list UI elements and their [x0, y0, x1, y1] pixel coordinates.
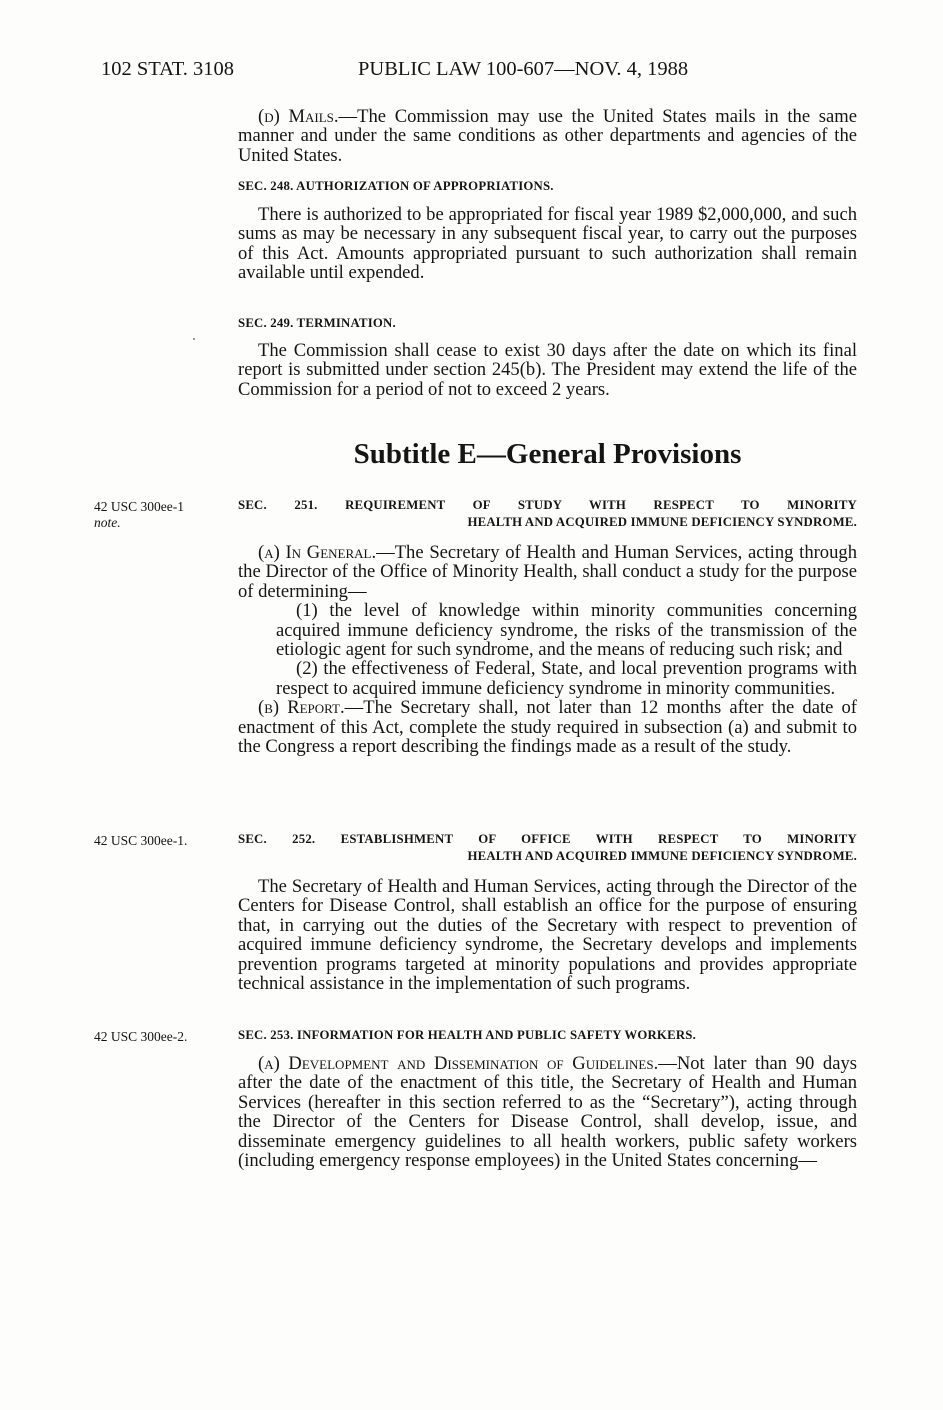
section-251-heading-line1: SEC. 251. REQUIREMENT OF STUDY WITH RESPECT TO MINORITY — [238, 498, 857, 512]
section-251 — [238, 497, 857, 531]
section-251-b-label: (b) Report. — [258, 697, 345, 719]
section-253-margin-note — [94, 1029, 234, 1045]
stat-reference: 102 STAT. 3108 — [101, 58, 234, 80]
section-253-a-label: (a) Development and Dissemination of Guidelines. — [258, 1053, 659, 1074]
section-252-text: The Secretary of Health and Human Services, acting through the Director of the Centers for Disease Control, shall establish an office for the purpose of ensuring that, in carrying out the duties of the Secretary with respect to prevention of acquired immune deficiency syndrome, the Secretary develops and implements prevention programs targeted at minority populations and provides appropriate technical assistance in the implementation of such programs. — [238, 876, 857, 995]
section-249-body — [238, 341, 857, 399]
margin-note-citation: 42 USC 300ee-1. — [94, 833, 188, 848]
section-251-body — [238, 543, 857, 756]
section-248 — [238, 178, 857, 195]
section-253-a-text: —Not later than 90 days after the date of the enactment of this title, the Secretary of Health and Human Services (hereafter in this section referred to as the “Secretary”), acting through the Director of the Centers for Disease Control, shall develop, issue, and disseminate emergency guidelines to all health workers, public safety workers (including emergency response employees) in the United States concerning— — [238, 1053, 858, 1172]
section-251-a-label: (a) In General. — [258, 542, 377, 563]
mails-paragraph — [238, 107, 857, 165]
section-251-b-text: —The Secretary shall, not later than 12 months after the date of enactment of this Act, complete the study required in subsection (a) and submit to the Congress a report describing the findings made as a result of the study. — [238, 697, 857, 758]
section-251-a-text: —The Secretary of Health and Human Services, acting through the Director of the Office of Minority Health, shall conduct a study for the purpose of determining— — [238, 542, 857, 602]
margin-note-sub: note. — [94, 515, 121, 530]
section-248-heading: SEC. 248. AUTHORIZATION OF APPROPRIATIONS. — [238, 179, 554, 193]
margin-note-citation: 42 USC 300ee-2. — [94, 1029, 188, 1044]
section-251-margin-note — [94, 499, 234, 531]
section-249 — [238, 315, 857, 332]
mails-label: (d) Mails. — [258, 106, 339, 127]
mails-text: —The Commission may use the United States mails in the same manner and under the same conditions as other departments and agencies of the United States. — [238, 106, 857, 166]
section-251-heading-line2: HEALTH AND ACQUIRED IMMUNE DEFICIENCY SYNDROME. — [467, 515, 857, 529]
section-249-text: The Commission shall cease to exist 30 days after the date on which its final report is submitted under section 245(b). The President may extend the life of the Commission for a period of not to exceed 2 years. — [238, 340, 857, 400]
scan-speck — [193, 338, 195, 340]
section-248-body — [238, 205, 857, 283]
section-248-text: There is authorized to be appropriated for fiscal year 1989 $2,000,000, and such sums as may be necessary in any subsequent fiscal year, to carry out the purposes of this Act. Amounts appropriated pursuant to such authorization shall remain available until expended. — [238, 204, 857, 284]
public-law-title: PUBLIC LAW 100-607—NOV. 4, 1988 — [358, 58, 689, 80]
section-252 — [238, 831, 857, 865]
margin-note-citation: 42 USC 300ee-1 — [94, 499, 184, 514]
section-252-margin-note — [94, 833, 234, 849]
section-253 — [238, 1027, 857, 1044]
section-252-heading-line2: HEALTH AND ACQUIRED IMMUNE DEFICIENCY SYNDROME. — [467, 849, 857, 863]
section-253-body — [238, 1054, 857, 1170]
subtitle-heading: Subtitle E—General Provisions — [353, 438, 742, 470]
section-252-heading-line1: SEC. 252. ESTABLISHMENT OF OFFICE WITH RESPECT TO MINORITY — [238, 832, 857, 846]
section-251-item-1: (1) the level of knowledge within minority communities concerning acquired immune deficiency syndrome, the risks of the transmission of the etiologic agent for such syndrome, and the means of reducing such risk; and — [276, 600, 857, 661]
section-253-heading: SEC. 253. INFORMATION FOR HEALTH AND PUBLIC SAFETY WORKERS. — [238, 1028, 696, 1042]
section-252-body — [238, 877, 857, 993]
section-249-heading: SEC. 249. TERMINATION. — [238, 316, 396, 330]
section-251-item-2: (2) the effectiveness of Federal, State, and local prevention programs with respect to acquired immune deficiency syndrome in minority communities. — [276, 658, 857, 699]
page-header — [101, 58, 883, 84]
